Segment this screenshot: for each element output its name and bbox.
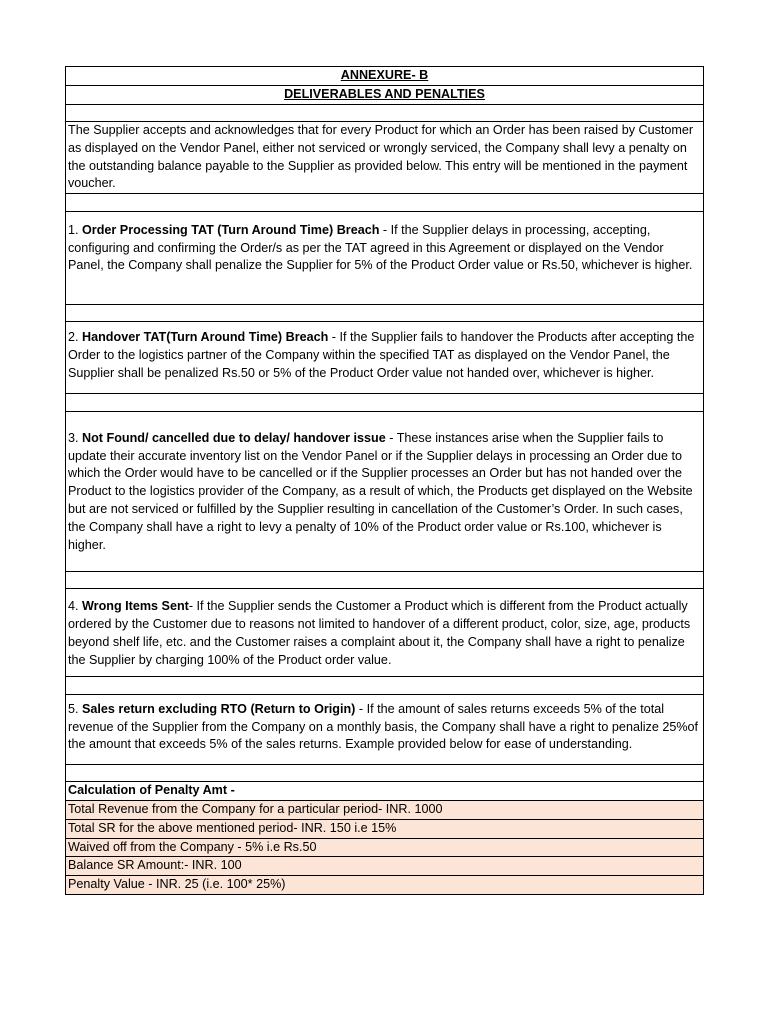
blank-row — [66, 194, 704, 212]
clause-2 — [66, 322, 704, 394]
blank-row — [66, 394, 704, 412]
calculation-row: Balance SR Amount:- INR. 100 — [66, 857, 704, 876]
clause-number: 1. — [68, 222, 79, 237]
clause-number: 2. — [68, 330, 79, 345]
annexure-title: ANNEXURE- B — [66, 67, 704, 86]
clause-heading: Order Processing TAT (Turn Around Time) Breach — [82, 222, 380, 237]
clause-text: - If the amount of sales returns exceeds 5% of the total revenue of the Supplier from the Company on a monthly basis, the Company shall have a right to penalize 25%of the amount that exceeds 5% of the sales returns. Example provided below for ease of understanding. — [68, 701, 699, 752]
clause-text: - These instances arise when the Supplier fails to update their accurate inventory list on the Vendor Panel or if the Supplier delays in processing an Order due to which the Order would have to be cancelled or if the Supplier processes an Order but has not handed over the Product to the logistics provider of the Company, as a result of which, the Products get displayed on the Website but are not serviced or fulfilled by the Supplier resulting in cancellation of the Customer’s Order. In such cases, the Company shall have a right to levy a penalty of 10% of the Product order value or Rs.100, whichever is higher. — [68, 430, 693, 552]
clause-number: 4. — [68, 599, 79, 614]
blank-row — [66, 104, 704, 122]
clause-text: - If the Supplier delays in processing, accepting, configuring and confirming the Order/s as per the TAT agreed in this Agreement or displayed on the Vendor Panel, the Company shall penalize the Supplier for 5% of the Product Order value or Rs.50, whichever is higher. — [68, 222, 693, 273]
calculation-row: Penalty Value - INR. 25 (i.e. 100* 25%) — [66, 876, 704, 895]
calculation-heading: Calculation of Penalty Amt - — [66, 782, 704, 801]
clause-5 — [66, 694, 704, 764]
intro-paragraph: The Supplier accepts and acknowledges that for every Product for which an Order has been raised by Customer as displayed on the Vendor Panel, either not serviced or wrongly serviced, the Company shall levy a penalty on the outstanding balance payable to the Supplier as provided below. This entry will be mentioned in the payment voucher. — [66, 122, 704, 194]
clause-heading: Wrong Items Sent — [82, 599, 189, 614]
section-title: DELIVERABLES AND PENALTIES — [66, 85, 704, 104]
clause-4 — [66, 589, 704, 677]
blank-row — [66, 304, 704, 322]
annexure-table — [65, 66, 704, 895]
blank-row — [66, 571, 704, 589]
clause-text: - If the Supplier fails to handover the Products after accepting the Order to the logistics partner of the Company within the specified TAT as displayed on the Vendor Panel, the Supplier shall be penalized Rs.50 or 5% of the Product Order value not handed over, whichever is higher. — [68, 330, 695, 380]
clause-number: 5. — [68, 701, 79, 716]
blank-row — [66, 764, 704, 782]
clause-text: - If the Supplier sends the Customer a Product which is different from the Product actually ordered by the Customer due to reasons not limited to handover of a different product, color, size, age, products beyond shelf life, etc. and the Customer raises a complaint about it, the Company shall have a right to penalize the Supplier by charging 100% of the Product order value. — [68, 599, 691, 667]
clause-1 — [66, 211, 704, 304]
calculation-row: Total Revenue from the Company for a particular period- INR. 1000 — [66, 801, 704, 820]
calculation-row: Waived off from the Company - 5% i.e Rs.50 — [66, 838, 704, 857]
clause-number: 3. — [68, 430, 79, 445]
blank-row — [66, 677, 704, 695]
calculation-row: Total SR for the above mentioned period- INR. 150 i.e 15% — [66, 819, 704, 838]
clause-heading: Sales return excluding RTO (Return to Origin) — [82, 701, 356, 716]
clause-heading: Handover TAT(Turn Around Time) Breach — [82, 330, 329, 345]
clause-3 — [66, 411, 704, 571]
clause-heading: Not Found/ cancelled due to delay/ handover issue — [82, 430, 386, 445]
